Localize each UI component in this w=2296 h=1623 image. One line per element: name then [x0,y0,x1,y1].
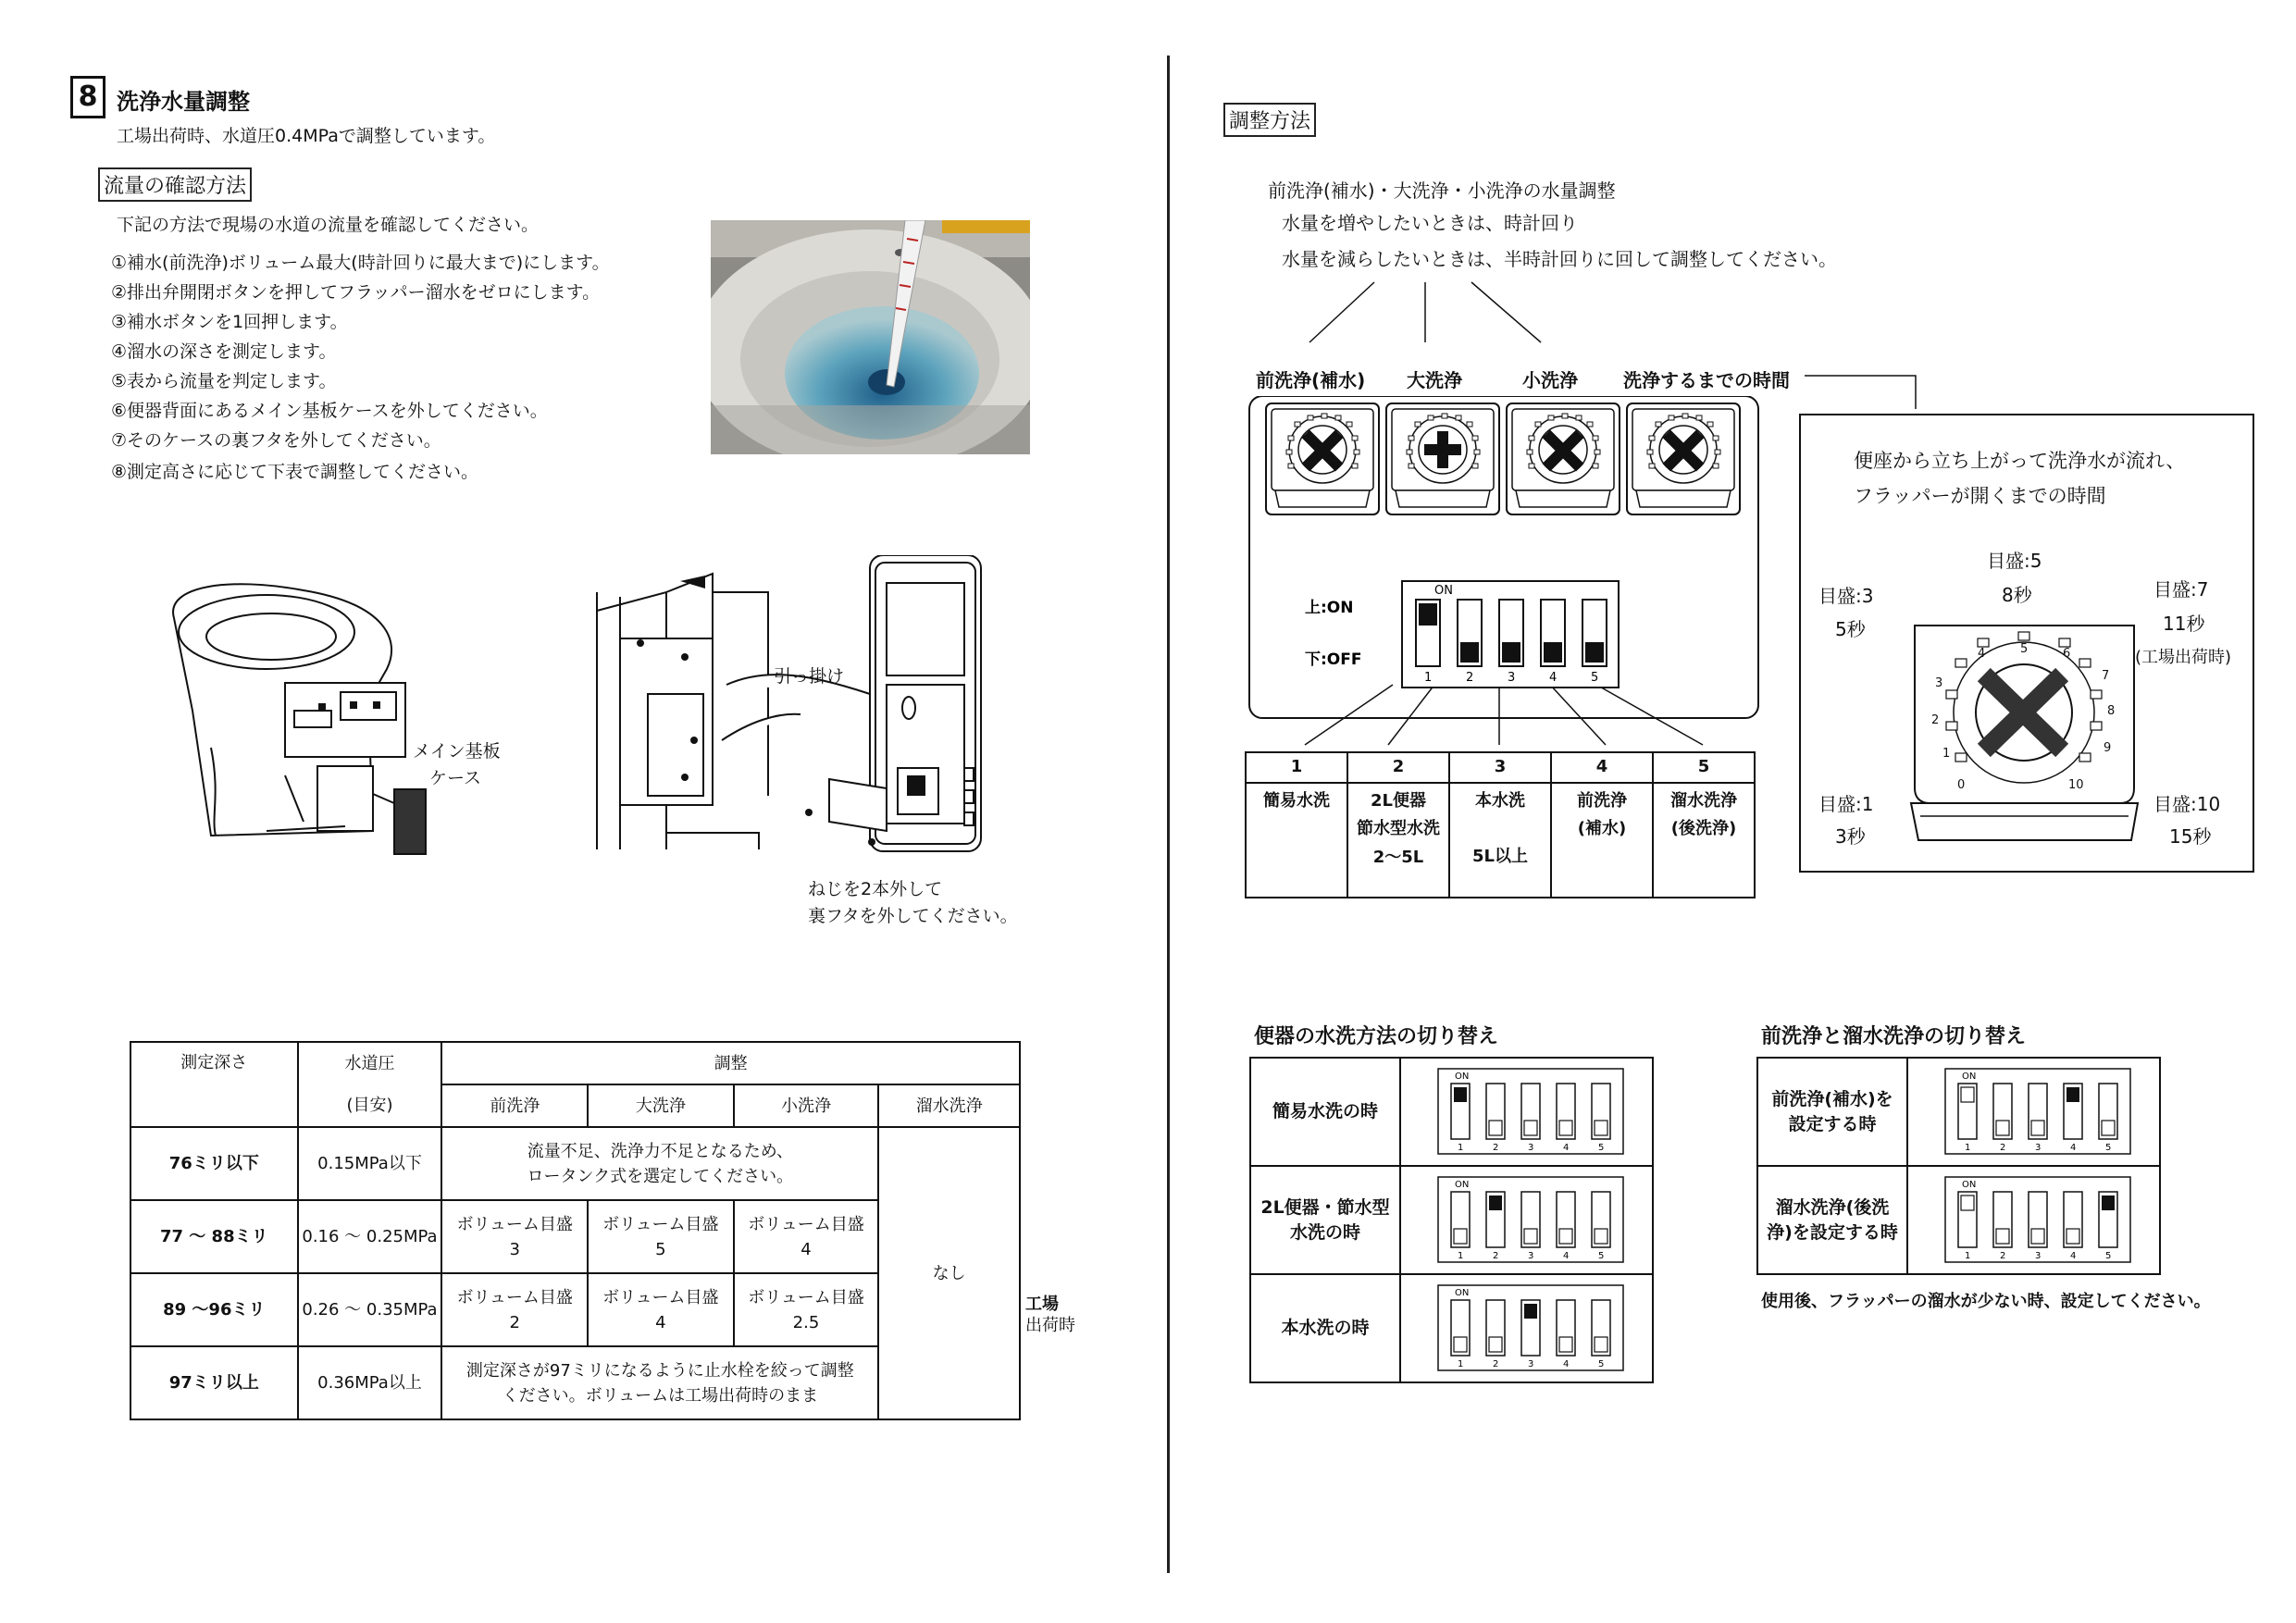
desc-line: 5L以上 [1472,847,1528,867]
dial-num-5: 5 [2020,642,2029,656]
dip-num: 4 [1563,1250,1570,1261]
cell-depth: 77 ～ 88ミリ [130,1200,298,1273]
dip-num: 1 [1965,1142,1971,1153]
dip-num: 2 [2000,1250,2006,1261]
step-7: ⑦そのケースの裏フタを外してください。 [111,430,441,451]
cell-depth: 89 ～96ミリ [130,1273,298,1346]
desc-line: 本水洗 [1475,790,1525,811]
dip-num-4: 4 [1549,671,1558,685]
dip-num: 4 [2070,1142,2077,1153]
dial-num-1: 1 [1942,747,1951,761]
cell-depth: 76ミリ以下 [130,1127,298,1200]
step-6: ⑥便器背面にあるメイン基板ケースを外してください。 [111,401,548,421]
dial-num-7: 7 [2102,669,2110,683]
table-row [130,1127,1020,1200]
header-pre-wash: 前洗浄 [441,1084,588,1127]
desc-line: (後洗浄) [1670,819,1737,839]
dip-num: 5 [2105,1142,2112,1153]
cell-large [588,1273,734,1346]
label-line: 前洗浄(補水)を [1771,1088,1893,1109]
dip-num-1: 1 [1424,671,1433,685]
dip-num: 5 [1598,1142,1605,1153]
pre-pool-switch-table [1756,1057,2161,1275]
cell-pre [441,1200,588,1273]
dip-on-text: ON [1455,1287,1470,1298]
header-pressure: 水道圧 [298,1042,442,1084]
cell-pressure: 0.16 ～ 0.25MPa [298,1200,442,1273]
cell-small [734,1200,879,1273]
table-row [1757,1058,2160,1166]
dial-num-0: 0 [1957,778,1966,792]
mark-10-time: 15秒 [2169,825,2212,848]
factory-label-1: 工場 [1025,1295,1059,1314]
dip-num: 1 [1965,1250,1971,1261]
vol-value: 5 [655,1239,666,1259]
dip-num: 2 [1493,1358,1499,1369]
dip-desc-1 [1246,783,1347,898]
step-8: ⑧測定高さに応じて下表で調整してください。 [111,462,479,482]
hook-label: 引っ掛け [774,666,845,687]
dip-on-text: ON [1962,1071,1977,1082]
dip-desc-num-5: 5 [1653,752,1755,783]
cell-pool-value: なし [878,1127,1020,1419]
switch-on-label: 上:ON [1305,599,1354,617]
desc-line: (補水) [1577,819,1627,839]
section-title: 洗浄水量調整 [117,89,250,115]
switch-off-label: 下:OFF [1305,650,1362,669]
vol-value: 3 [509,1239,520,1259]
dial-num-10: 10 [2068,778,2084,792]
dial-num-4: 4 [1978,647,1986,661]
dip-num: 3 [1528,1142,1534,1153]
timer-line-1: 便座から立ち上がって洗浄水が流れ、 [1854,450,2186,472]
dip-desc-num-1: 1 [1246,752,1347,783]
step-4: ④溜水の深さを測定します。 [111,341,337,362]
dip-num: 1 [1458,1250,1464,1261]
dial-label-pre-wash: 前洗浄(補水) [1256,369,1366,391]
main-board-label-1: メイン基板 [413,741,501,762]
desc-line: 前洗浄 [1577,790,1627,811]
dip-num: 1 [1458,1142,1464,1153]
switch-row-label: 本水洗の時 [1250,1274,1400,1382]
header-large-wash: 大洗浄 [588,1084,734,1127]
cell-note [441,1346,878,1419]
dip-on-text: ON [1962,1179,1977,1190]
method-heading: 調整方法 [1223,103,1316,137]
switch-row-label [1757,1058,1907,1166]
dip-num: 2 [2000,1142,2006,1153]
bowl-measurement-photo [711,220,1030,454]
mark-7-label: 目盛:7 [2153,578,2209,601]
dial-num-2: 2 [1931,713,1940,727]
dip-num: 5 [2105,1250,2112,1261]
dip-desc-4 [1551,783,1653,898]
dip-desc-3 [1449,783,1551,898]
mark-1-time: 3秒 [1835,825,1866,848]
dip-num: 5 [1598,1250,1605,1261]
header-small-wash: 小洗浄 [734,1084,879,1127]
step-5: ⑤表から流量を判定します。 [111,371,337,391]
step-3: ③補水ボタンを1回押します。 [111,312,348,332]
dip-num: 5 [1598,1358,1605,1369]
timer-line-2: フラッパーが開くまでの時間 [1854,485,2106,507]
dial-num-3: 3 [1935,676,1943,690]
dip-diagram-simple [1400,1058,1653,1166]
cell-note [441,1127,878,1200]
vol-label: ボリューム目盛 [456,1287,573,1307]
cell-pressure: 0.15MPa以下 [298,1127,442,1200]
cell-depth: 97ミリ以上 [130,1346,298,1419]
timer-dial-drawing [1902,622,2147,853]
note-line: ロータンク式を選定してください。 [527,1166,794,1186]
cell-pre [441,1273,588,1346]
cell-pressure: 0.36MPa以上 [298,1346,442,1419]
dip-diagram-full [1400,1274,1653,1382]
mark-5-label: 目盛:5 [1987,550,2042,572]
dip-num: 4 [1563,1142,1570,1153]
dip-on-text: ON [1455,1071,1470,1082]
dial-num-9: 9 [2104,741,2112,755]
pressure-adjustment-table [130,1041,1021,1420]
mark-7-note: (工場出荷時) [2135,648,2232,667]
vol-value: 2.5 [792,1312,820,1332]
adjust-line-1: 前洗浄(補水)・大洗浄・小洗浄の水量調整 [1268,180,1616,202]
table-row [1250,1166,1653,1274]
toilet-switch-title: 便器の水洗方法の切り替え [1254,1025,1499,1048]
dip-num: 4 [2070,1250,2077,1261]
section-number-box [70,76,105,118]
dip-diagram-pool-wash [1907,1166,2160,1274]
vol-label: ボリューム目盛 [456,1214,573,1234]
dip-desc-num-2: 2 [1347,752,1449,783]
header-depth: 測定深さ [130,1042,298,1127]
label-line: 溜水洗浄(後洗 [1775,1196,1890,1218]
dip-on-text: ON [1455,1179,1470,1190]
switch-row-label [1250,1166,1400,1274]
adjust-line-3: 水量を減らしたいときは、半時計回りに回して調整してください。 [1282,248,1837,270]
dip-desc-num-4: 4 [1551,752,1653,783]
dip-num: 1 [1458,1358,1464,1369]
header-pool-wash: 溜水洗浄 [878,1084,1020,1127]
page-divider [1167,56,1170,1573]
dip-num: 4 [1563,1358,1570,1369]
cell-large [588,1200,734,1273]
mark-7-time: 11秒 [2163,613,2205,635]
main-board-case-drawing [592,555,1018,870]
mark-5-time: 8秒 [2002,584,2032,606]
adjust-line-2: 水量を増やしたいときは、時計回り [1282,212,1578,234]
toilet-bowl-drawing [155,581,433,866]
mark-3-label: 目盛:3 [1818,585,1874,607]
table-row [1246,752,1755,783]
pre-pool-note: 使用後、フラッパーの溜水が少ない時、設定してください。 [1761,1292,2211,1311]
dip-num-2: 2 [1466,671,1474,685]
vol-label: ボリューム目盛 [748,1214,864,1234]
main-board-label-2: ケース [429,768,482,788]
header-adjust: 調整 [441,1042,1020,1084]
vol-value: 4 [800,1239,812,1259]
vol-label: ボリューム目盛 [748,1287,864,1307]
control-panel [1240,396,1768,720]
table-row [1250,1274,1653,1382]
pre-pool-switch-title: 前洗浄と溜水洗浄の切り替え [1761,1025,2027,1048]
dip-num: 2 [1493,1142,1499,1153]
flow-check-heading: 流量の確認方法 [98,167,252,202]
header-pressure-sub: (目安) [298,1084,442,1127]
desc-line: 溜水洗浄 [1670,790,1737,811]
screw-note-2: 裏フタを外してください。 [808,906,1018,926]
factory-setting-intro: 工場出荷時、水道圧0.4MPaで調整しています。 [117,126,496,146]
table-row [1250,1058,1653,1166]
label-line: 浄)を設定する時 [1767,1221,1898,1243]
dip-on-label: ON [1434,584,1453,598]
dip-num: 3 [1528,1250,1534,1261]
table-row [1246,783,1755,898]
dial-label-small-wash: 小洗浄 [1522,369,1578,391]
dip-diagram-pre-wash [1907,1058,2160,1166]
dip-description-table [1245,751,1756,898]
vol-value: 2 [509,1312,520,1332]
toilet-switch-table [1249,1057,1654,1383]
dip-num-5: 5 [1591,671,1599,685]
note-line: 流量不足、洗浄力不足となるため、 [527,1141,793,1161]
dip-desc-5 [1653,783,1755,898]
dial-label-large-wash: 大洗浄 [1407,369,1462,391]
label-line: 設定する時 [1788,1113,1877,1134]
dip-num: 3 [2035,1142,2042,1153]
vol-value: 4 [655,1312,666,1332]
factory-label-2: 出荷時 [1025,1316,1075,1335]
desc-line: 簡易水洗 [1263,790,1330,811]
vol-label: ボリューム目盛 [602,1287,719,1307]
label-line: 水洗の時 [1290,1221,1361,1243]
note-line: 測定深さが97ミリになるように止水栓を絞って調整 [465,1360,854,1381]
desc-line: 2～5L [1372,847,1424,867]
switch-row-label: 簡易水洗の時 [1250,1058,1400,1166]
label-line: 2L便器・節水型 [1260,1196,1390,1218]
desc-line: 2L便器 [1371,790,1426,811]
mark-10-label: 目盛:10 [2153,793,2221,815]
flow-check-intro: 下記の方法で現場の水道の流量を確認してください。 [117,215,540,235]
table-row [1757,1166,2160,1274]
dial-num-8: 8 [2107,704,2116,718]
desc-line: 節水型水洗 [1357,819,1440,839]
dip-desc-2 [1347,783,1449,898]
dip-num-3: 3 [1508,671,1516,685]
cell-pressure: 0.26 ～ 0.35MPa [298,1273,442,1346]
switch-row-label [1757,1166,1907,1274]
dial-num-6: 6 [2063,647,2071,661]
note-line: ください。ボリュームは工場出荷時のまま [502,1385,819,1406]
vol-label: ボリューム目盛 [602,1214,719,1234]
screw-note-1: ねじを2本外して [808,879,943,899]
mark-3-time: 5秒 [1835,618,1866,640]
step-1: ①補水(前洗浄)ボリューム最大(時計回りに最大まで)にします。 [111,253,610,273]
dip-desc-num-3: 3 [1449,752,1551,783]
dial-label-delay-time: 洗浄するまでの時間 [1623,369,1790,391]
dip-diagram-2l [1400,1166,1653,1274]
mark-1-label: 目盛:1 [1818,793,1874,815]
section-number: 8 [78,81,98,113]
dip-num: 3 [1528,1358,1534,1369]
cell-small [734,1273,879,1346]
dip-num: 2 [1493,1250,1499,1261]
dip-num: 3 [2035,1250,2042,1261]
step-2: ②排出弁開閉ボタンを押してフラッパー溜水をゼロにします。 [111,282,601,303]
